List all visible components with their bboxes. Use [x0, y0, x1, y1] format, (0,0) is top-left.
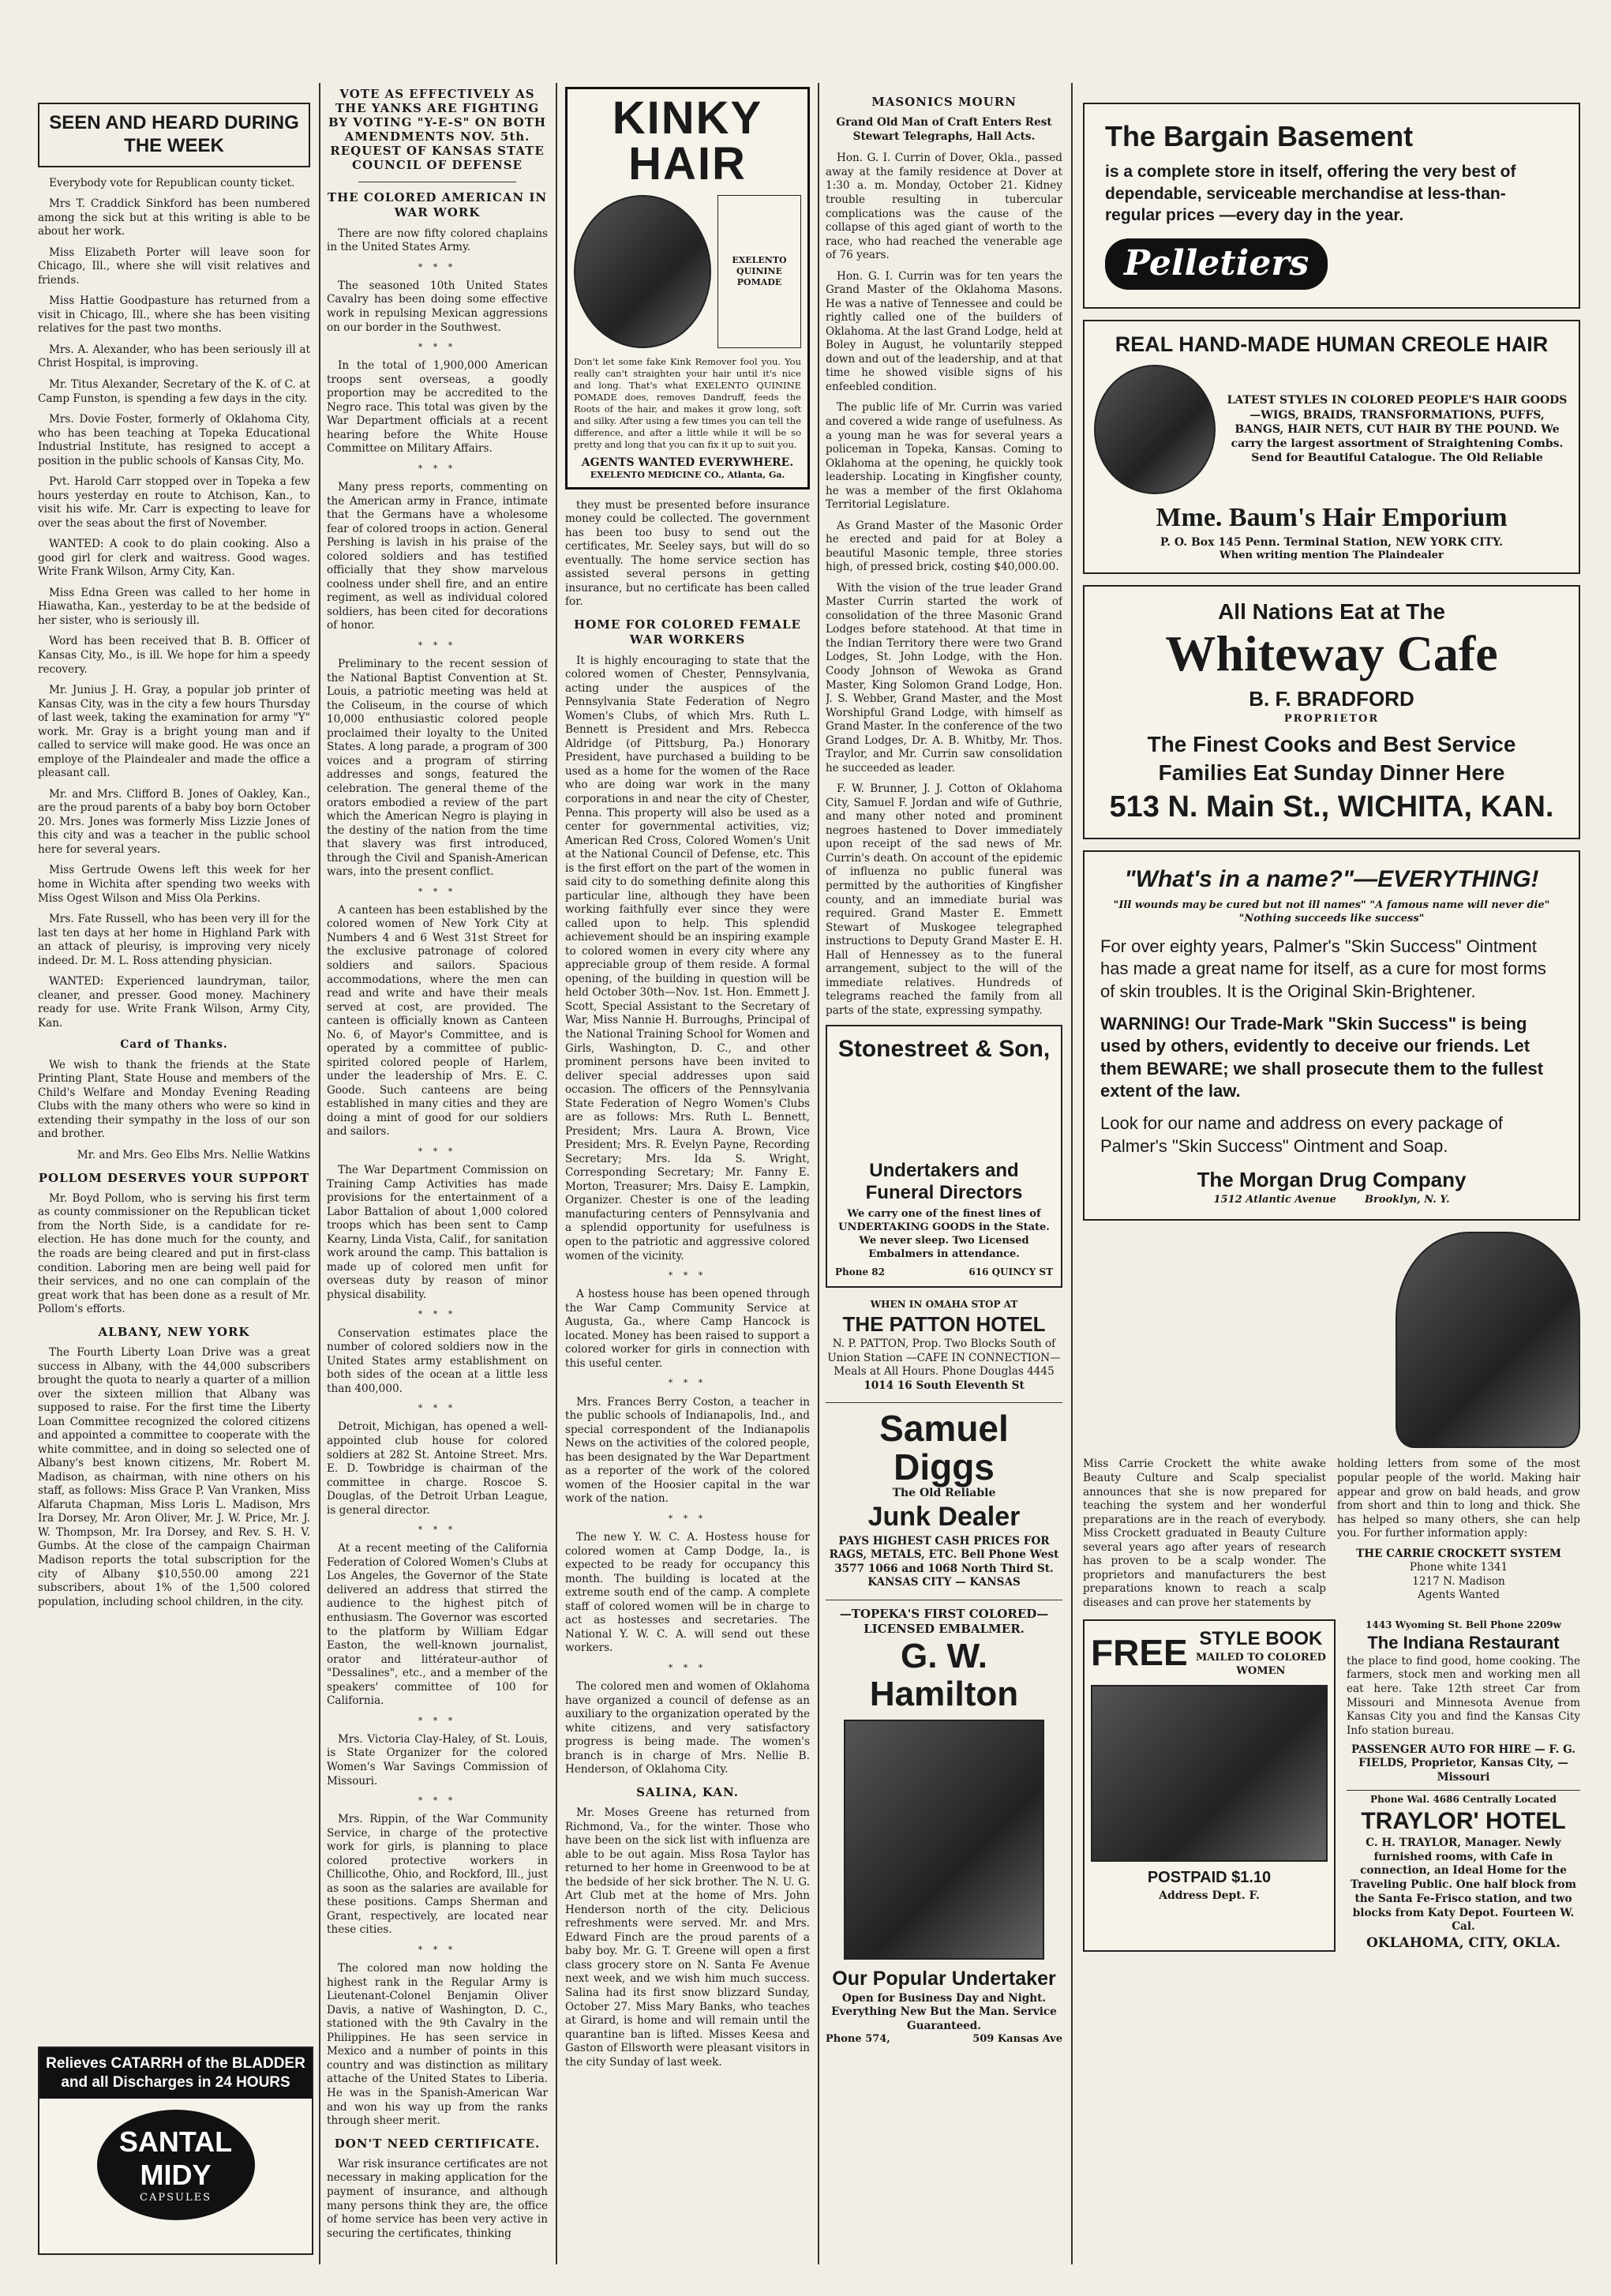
whiteway-top: All Nations Eat at The: [1218, 598, 1445, 624]
column-rule: [818, 83, 819, 2264]
column-rule: [556, 83, 557, 2264]
baum-title: REAL HAND-MADE HUMAN CREOLE HAIR: [1115, 332, 1549, 357]
salina-text: Mr. Moses Greene has returned from Richmond, Va., for the winter. Those who have been on the sick list with influenza are able to be out again. Miss Rosa Taylor has returned to her home in Greenwood to be at the bedside of her sick brother. The N. U. G. Art Club met at the home of Mrs. John Henderson north of the city. Delicious refreshments were served. Mr. and Mrs. Edward Finch are the proud parents of a baby boy. Mr. G. T. Greene will open a first class grocery store on N. Santa Fe Avenue next week, and we wish him much success. Salina had its first snow blizzard Sunday, October 27. Miss Mary Banks, who teaches at Girard, is home and will remain until the quarantine ban is lifted. Misses Keesa and Gaston of Ellsworth were pleasant visitors in the city Sunday of last week.: [565, 1806, 810, 2069]
kinky-hair-ad: [565, 87, 810, 490]
whiteway-address: 513 N. Main St., WICHITA, KAN.: [1109, 790, 1554, 823]
column-rule: [1071, 83, 1073, 2264]
diggs-kind: Junk Dealer: [867, 1501, 1021, 1532]
oklahoma-text: The colored men and women of Oklahoma have organized a council of defense as an auxiliary to the organization operated by the white citizens, and very satisfactory progress is being made. The women's branch is in charge of Mrs. Nellie B. Henderson, of Oklahoma City.: [565, 1680, 810, 1776]
war-work-item: Detroit, Michigan, has opened a well-appointed club house for colored soldiers at 282 St. Antoine Street. Mrs. E. D. Towbridge is chairman of the committee in charge. Roscoe S. Douglas, of the Detroit Urban League, is general director.: [327, 1420, 548, 1517]
diggs-sub: The Old Reliable: [892, 1486, 996, 1499]
hostess-text: A hostess house has been opened through the War Camp Community Service at Augusta, Ga., where Camp Hancock is located. Money has been raised to support a colored worker for girls in connection with this useful center.: [565, 1288, 810, 1370]
crockett-left: Miss Carrie Crockett the white awake Beauty Culture and Scalp specialist announces that she is now prepared for teaching the system and her wonderful preparations are in the reach of everybody. Miss Crockett graduated in Beauty Culture several years ago after years of research has proven to be a scalp wonder. The proprietors and manufacturers the best preparations known to reach a scalp diseases and can prove her statements by: [1083, 1458, 1326, 1609]
wig-illustration-icon: [1091, 1685, 1328, 1862]
whiteway-text1: The Finest Cooks and Best Service: [1147, 732, 1516, 757]
hamilton-caption: Our Popular Undertaker: [832, 1968, 1056, 1990]
salina-heading: SALINA, KAN.: [636, 1784, 739, 1799]
news-item: WANTED: A cook to do plain cooking. Also a good girl for clerk and waitress. Good wages. Write Frank Wilson, Army City, Kan.: [38, 538, 310, 579]
news-item: Mrs. Fate Russell, who has been very ill for the last ten days at her home in Highland Park with an attack of pleurisy, is improving very nicely indeed. Dr. M. L. Ross attending physician.: [38, 913, 310, 967]
crockett-agents: Agents Wanted: [1418, 1589, 1500, 1602]
vote-notice: VOTE AS EFFECTIVELY AS THE YANKS ARE FIGHTING BY VOTING "Y-E-S" ON BOTH AMENDMENTS NOV. 5th. REQUEST OF KANSAS STATE COUNCIL OF DEFENSE: [328, 87, 547, 172]
war-work-item: Many press reports, commenting on the American army in France, intimate that the Germans have a wholesome fear of colored troops in action. General Pershing is lavish in his praise of the colored soldiers and has testified officially that they show marvelous coolness under shell fire, and an entire regiment, as well as individual colored soldiers, has been cited for decorations of honor.: [327, 481, 548, 632]
card-of-thanks-title: Card of Thanks.: [120, 1038, 228, 1052]
war-work-item: There are now fifty colored chaplains in the United States Army.: [327, 227, 548, 254]
patton-address: 1014 16 South Eleventh St: [864, 1379, 1025, 1392]
crockett-address: 1217 N. Madison: [1412, 1574, 1505, 1588]
patton-name: THE PATTON HOTEL: [842, 1311, 1046, 1336]
exelento-company: EXELENTO MEDICINE CO., Atlanta, Ga.: [590, 469, 785, 480]
baum-text: LATEST STYLES IN COLORED PEOPLE'S HAIR GOODS—WIGS, BRAIDS, TRANSFORMATIONS, PUFFS, BANGS, HAIR NETS, CUT HAIR BY THE POUND. We carry the largest assortment of Straightening Combs. Send for Beautiful Catalogue. The Old Reliable: [1227, 394, 1568, 465]
news-item: Miss Gertrude Owens left this week for her home in Wichita after spending two weeks with Miss Ogest Wilson and Miss Ola Perkins.: [38, 864, 310, 905]
war-work-item: Preliminary to the recent session of the National Baptist Convention at St. Louis, a patriotic meeting was held at the Coliseum, in the course of which 10,000 enthusiastic colored people proclaimed their loyalty to the United States. A long parade, a program of 300 voices and a program of stirring addresses and songs, featured the celebration. The general theme of the orators embodied a review of the part which the American Negro is playing in the destiny of the nation from the time that slavery was first introduced, through the Civil and Spanish-American wars, into the present conflict.: [327, 658, 548, 879]
news-item: Mr. Titus Alexander, Secretary of the K. of C. at Camp Funston, is spending a few days in the city.: [38, 377, 310, 405]
hamilton-name: G. W. Hamilton: [869, 1636, 1019, 1714]
baum-address: P. O. Box 145 Penn. Terminal Station, NEW YORK CITY.: [1160, 535, 1504, 549]
stonestreet-ad: [826, 1025, 1062, 1288]
whiteway-role: PROPRIETOR: [1283, 712, 1380, 725]
card-of-thanks-sign: Mr. and Mrs. Geo Elbs Mrs. Nellie Watkins: [77, 1149, 310, 1161]
pomade-can: EXELENTO QUININE POMADE: [717, 195, 801, 348]
capsule-icon: [97, 2110, 255, 2220]
pollom-heading: POLLOM DESERVES YOUR SUPPORT: [38, 1170, 310, 1185]
war-work-heading: THE COLORED AMERICAN IN WAR WORK: [327, 190, 548, 220]
brand-name: SANTAL MIDY: [118, 2125, 233, 2191]
war-work-item: Conservation estimates place the number of colored soldiers now in the United States army establishment on both sides of the ocean at a little less than 400,000.: [327, 1326, 548, 1395]
home-heading: HOME FOR COLORED FEMALE WAR WORKERS: [574, 617, 801, 647]
style-address: Address Dept. F.: [1159, 1889, 1260, 1902]
baum-ad: [1083, 320, 1580, 574]
masonics-subheading: Grand Old Man of Craft Enters Rest Stewart Telegraphs, Hall Acts.: [836, 116, 1052, 143]
bargain-text: is a complete store in itself, offering the very best of dependable, serviceable merchandise at less-than-regular prices —every day in the year.: [1105, 163, 1516, 225]
column-5: [1083, 103, 1580, 2264]
ywca-text: The new Y. W. C. A. Hostess house for colored women at Camp Dodge, Ia., is expected to be ready for occupancy this month. The building is located at the extreme south end of the camp. A complete staff of colored women will be in charge to act as hostesses and secretaries. The National Y. W. C. A. will send out these workers.: [565, 1531, 810, 1655]
crockett-ad: [1083, 1458, 1580, 1610]
palmer-title: "What's in a name?"—EVERYTHING!: [1124, 865, 1539, 892]
war-work-item: Mrs. Victoria Clay-Haley, of St. Louis, is State Organizer for the colored Women's War Savings Commission of Missouri.: [327, 1732, 548, 1788]
indiana-name: The Indiana Restaurant: [1367, 1632, 1560, 1653]
news-item: Mr. and Mrs. Clifford B. Jones of Oakley, Kan., are the proud parents of a baby boy born October 20. Mrs. Jones was formerly Miss Lizzie Jones of this city and was a teacher in the public school here for several years.: [38, 787, 310, 856]
war-work-item: The colored man now holding the highest rank in the Regular Army is Lieutenant-Colonel Benjamin Oliver Davis, a native of Washington, D. C., stationed with the 9th Cavalry in the Philippines. He has seen service in Mexico and a number of points in this country and was distinction as military attache of the United States to Liberia. He was in the Spanish-American War and won his way up from the ranks through sheer merit.: [327, 1962, 548, 2128]
palmer-address: 1512 Atlantic Avenue Brooklyn, N. Y.: [1213, 1193, 1450, 1206]
crockett-right: holding letters from some of the most popular people of the world. Making hair appear and grow on bald heads, and grow from short and thin to long and thick. She has helped so many others, she can help you. For further information apply:: [1337, 1458, 1580, 1540]
style-sub: MAILED TO COLORED WOMEN: [1195, 1652, 1326, 1678]
crockett-name: THE CARRIE CROCKETT SYSTEM: [1356, 1547, 1561, 1560]
hamilton-ad: [826, 1600, 1062, 2047]
war-work-item: At a recent meeting of the California Federation of Colored Women's Clubs at Los Angeles, the Governor of the State delivered an address that stirred the audience to the highest pitch of enthusiasm. The Governor was escorted to the platform by William Edgar Easton, the well-known journalist, orator and littérateur-author of "Dessalines", etc., and a member of the speakers' committee of 100 for California.: [327, 1542, 548, 1708]
news-item: Mrs T. Craddick Sinkford has been numbered among the sick but at this writing is able to be about her work.: [38, 197, 310, 238]
stonestreet-name: Stonestreet & Son,: [837, 1036, 1051, 1063]
stonestreet-phone: Phone 82: [835, 1266, 885, 1277]
bargain-basement-ad: [1083, 103, 1580, 309]
war-work-item: Mrs. Rippin, of the War Community Service, in charge of the protective work for girls, is planning to place colored protective workers in Chillicothe, Ohio, and Rockford, Ill., just as soon as the salaries are available for these positions. Camps Sherman and Grant, respectively, are located near these cities.: [327, 1813, 548, 1937]
masonics-heading: MASONICS MOURN: [871, 95, 1017, 109]
catarrh-text: Relieves CATARRH of the BLADDER and all Discharges in 24 HOURS: [39, 2048, 312, 2099]
masonics-item: With the vision of the true leader Grand Master Currin started the work of consolidation of the three Masonic Grand Lodges before statehood. At that time in the Indian Territory there were two Grand Lodges, St. John Lodge, with the Hon. Coody Johnson of Wewoka as Grand Master, King Solomon Grand Lodge, Hon. J. S. Webber, Grand Master, and the Most Worshipful Grand Lodge, with himself as Grand Master. In the conference of the two Grand Lodges, Dr. A. B. Whitby, Mr. Thos. Traylor, and Mr. Currin saw consolidation he succeeded as leader.: [826, 581, 1062, 775]
hamilton-phone: Phone 574,: [826, 2033, 890, 2046]
masonics-item: Hon. G. I. Currin was for ten years the Grand Master of the Oklahoma Masons. He was a native of Tennessee and could be rightly called one of the builders of Oklahoma. At the last Grand Lodge, held at Boley in August, he voluntarily stepped down and out of the leadership, and at that time he showed visible signs of his enfeebled condition.: [826, 269, 1062, 393]
style-title: STYLE BOOK: [1199, 1628, 1323, 1650]
certificate-text: War risk insurance certificates are not necessary in making application for the payment of insurance, and although many persons think they are, the office of home service has been very active in securing the certificates, thinking: [327, 2157, 548, 2240]
masonics-item: As Grand Master of the Masonic Order he erected and paid for at Boley a beautiful Masonic temple, three stories high, of pressed brick, costing $40,000.00.: [826, 519, 1062, 574]
news-item: Word has been received that B. B. Officer of Kansas City, Mo., is ill. We hope for him a speedy recovery.: [38, 635, 310, 676]
news-item: Mr. Junius J. H. Gray, a popular job printer of Kansas City, was in the city a few hours Thursday of last week, taking the examination for army "Y" work. Mr. Gray is a bright young man and if called to service will make good. He was once an employe of the Plaindealer and made the office a pleasant call.: [38, 684, 310, 780]
baum-note: When writing mention The Plaindealer: [1219, 549, 1444, 561]
pelletiers-logo: Pelletiers: [1105, 238, 1328, 290]
woman-portrait-icon: [574, 195, 711, 348]
masonics-item: Hon. G. I. Currin of Dover, Okla., passed away at the family residence at Dover at 1:30 a. m. Monday, October 21. Kidney trouble resulting in tubercular complications was the cause of the collapse of this aged giant of worth to the race, who had reached the venerable age of 76 years.: [826, 152, 1062, 262]
home-text: It is highly encouraging to state that the colored women of Chester, Pennsylvania, acting under the auspices of the Pennsylvania State Federation of Negro Women's Clubs, of which Mrs. Ruth L. Bennett is President and Mrs. Rebecca Aldridge (of Pittsburg, Pa.) Honorary President, have purchased a building to be used as a home for the women of the Race who are doing war work in the many corporations in and near the city of Chester, Penna. This property will also be used as a center for governmental activities, viz; American Red Cross, Colored Women's Unit at the National Council of Defense, etc. This is the first effort on the part of the women in said city to do something definite along this particular line, although they have been working faithfully ever since they were called upon to help. This splendid achievement should be an inspiring example to colored women in every city where any appreciable group of them reside. A formal opening, of the building in question will be held October 30th—Nov. 1st. Hon. Emmett J. Scott, Special Assistant to the Secretary of War, Miss Nannie H. Burroughs, Principal of the National Training School for Women and Girls, Washington, D. C., and other prominent persons have been invited to deliver special addresses upon said occasion. The officers of the Pennsylvania State Federation of Negro Women's Clubs are as follows: Mrs. Ruth L. Bennett, President; Mrs. Laura A. Brown, Vice President; Mrs. R. Evelyn Payne, Recording Secretary; Mrs. Ida S. Wright, Corresponding Secretary; Mr. Fanny E. Morton, Treasurer; Mrs. Daisy E. Lampkin, Organizer. Chester is one of the leading manufacturing centers of Pennsylvania and a splendid opportunity for usefulness is open to the patriotic and aggressive colored women of the vicinity.: [565, 654, 810, 1262]
news-item: Miss Edna Green was called to her home in Hiawatha, Kan., yesterday to be at the bedside of her sister, who is seriously ill.: [38, 586, 310, 627]
diggs-text: PAYS HIGHEST CASH PRICES FOR RAGS, METALS, ETC. Bell Phone West 3577 1066 and 1068 North Third St. KANSAS CITY — KANSAS: [829, 1534, 1059, 1589]
card-of-thanks-text: We wish to thank the friends at the State Printing Plant, State House and members of the Child's Welfare and Monday Evening Reading Clubs with the many others who were so kind in extending their sympathy in the loss of our son and brother.: [38, 1058, 310, 1141]
column-rule: [319, 83, 320, 2264]
column-1: [38, 103, 310, 2264]
patton-ad: [826, 1299, 1062, 1393]
hamilton-portrait-icon: [844, 1720, 1044, 1960]
news-item: Everybody vote for Republican county ticket.: [49, 176, 295, 189]
whiteway-name: Whiteway Cafe: [1165, 625, 1498, 681]
whiteway-ad: [1083, 585, 1580, 839]
stonestreet-address: 616 QUINCY ST: [968, 1266, 1053, 1277]
coston-text: Mrs. Frances Berry Coston, a teacher in the public schools of Indianapolis, Ind., and special correspondent of the Indianapolis News on the activities of the colored people, has been designated by the War Department as a reporter of the work of the colored women of the Hoosier capital in the war work of the nation.: [565, 1395, 810, 1506]
war-work-item: In the total of 1,900,000 American troops sent overseas, a goodly proportion may be accredited to the Negro race. This total was given by the War Department officials at a recent hearing before the White House Committee on Military Affairs.: [327, 359, 548, 456]
carrie-crockett-portrait-icon: [1396, 1232, 1580, 1448]
palmer-text3: Look for our name and address on every package of Palmer's "Skin Success" Ointment and Soap.: [1100, 1112, 1503, 1156]
palmer-company: The Morgan Drug Company: [1197, 1168, 1467, 1192]
santal-midy-ad: [38, 2047, 313, 2255]
patton-top: WHEN IN OMAHA STOP AT: [870, 1299, 1018, 1311]
certificate-heading: DON'T NEED CERTIFICATE.: [334, 2136, 541, 2151]
war-work-item: The seasoned 10th United States Cavalry has been doing some effective work in repulsing Mexican aggressions on our border in the Southwest.: [327, 279, 548, 334]
indiana-auto: PASSENGER AUTO FOR HIRE — F. G. FIELDS, Proprietor, Kansas City, — Missouri: [1351, 1743, 1576, 1784]
war-work-item: The War Department Commission on Training Camp Activities has made provisions for the entertainment of a Labor Battalion of about 1,000 colored troops which has been sent to Camp Kearny, Linda Vista, Calif., for sanitation work around the camp. This battalion is made up of colored men unfit for overseas duty by reason of minor physical disability.: [327, 1164, 548, 1301]
column-2: VOTE AS EFFECTIVELY AS THE YANKS ARE FIGHTING BY VOTING "Y-E-S" ON BOTH AMENDMENTS NOV. 5th. REQUEST OF KANSAS STATE COUNCIL OF DEFENSE THE COLORED AMERICAN IN WAR WORK There are now fifty colored chaplains in the United States Army. * * * The seasoned 10th United States Cavalry has been doing some effective work in repulsing Mexican aggressions on our border in the Southwest. * * * In the total of 1,900,000 American troops sent overseas, a goodly proportion may be accredited to the Negro race. This total was given by the War Department officials at a recent hearing before the White House Committee on Military Affairs. * * * Many press reports, commenting on the American army in France, intimate that the Germans have a wholesome fear of colored troops in action. General Pershing is lavish in his praise of the colored soldiers and has testified officially that they show marvelous coolness under shell fire, and an entire regiment, as well as individual colored soldiers, has been cited for decorations of honor. * * * Preliminary to the recent session of the National Baptist Convention at St. Louis, a patriotic meeting was held at the Coliseum, in the course of which 10,000 enthusiastic colored people proclaimed their loyalty to the United States. A long parade, a program of 300 voices and a program of stirring addresses and songs, featured the celebration. The general theme of the orators embodied a review of the part which the American Negro is playing in the destiny of the nation from the time that slavery was first introduced, through the Civil and Spanish-American wars, into the present conflict. * * * A canteen has been established by the colored women of New York City at Numbers 4 and 6 West 31st Street for the exclusive patronage of colored soldiers and sailors. Spacious accommodations, where the men can read and write and have their meals served at cost, are provided. The canteen is officially known as Canteen No. 6, of Mayor's Committee, and is operated by a committee of public-spirited colored people of Harlem, under the leadership of Mrs. E. C. Goode. Such canteens are being established in many cities and they are doing a mint of good for our soldiers and sailors. * * * The War Department Commission on Training Camp Activities has made provisions for the entertainment of a Labor Battalion of about 1,000 colored troops which has been sent to Camp Kearny, Linda Vista, Calif., for sanitation work around the camp. This battalion is made up of colored men unfit for overseas duty by reason of minor physical disability. * * * Conservation estimates place the number of colored soldiers now in the United States army establishment on both sides of the ocean at a little less than 400,000. * * * Detroit, Michigan, has opened a well-appointed club house for colored soldiers at 282 St. Antoine Street. Mrs. E. D. Towbridge is chairman of the committee in charge. Roscoe S. Douglas, of the Detroit Urban League, is general director. * * * At a recent meeting of the California Federation of Colored Women's Clubs at Los Angeles, the Governor of the State delivered an address that stirred the audience to the highest pitch of enthusiasm. The Governor was escorted to the platform by William Edgar Easton, the well-known journalist, orator and littérateur-author of "Dessalines", etc., and a member of the speakers' committee of 100 for California. * * * Mrs. Victoria Clay-Haley, of St. Louis, is State Organizer for the colored Women's War Savings Commission of Missouri. * * * Mrs. Rippin, of the War Community Service, in charge of the protective work for girls, is planning to place colored protective workers in Chillicothe, Ohio, and Rockford, Ill., just as soon as the salaries are available for these positions. Camps Sherman and Grant, respectively, are located near these cities. * * * The colored man now holding the highest rank in the Regular Army is Lieutenant-Colonel Benjamin Oliver Davis, a native of Washington, D. C., stationed with the 9th Cavalry in the Philippines. He has seen service in Mexico and a number of points in this country and was distinction as military attache of the United States to Liberia. He was in the Spanish-American War and won his way up from the ranks through sheer merit. DON'T NEED CERTIFICATE. War risk insurance certificates are not necessary in making application for the payment of insurance, and although many persons think they are, the office of home service has been very active in securing the certificates, thinking: [327, 87, 548, 2240]
indiana-text: the place to find good, home cooking. The farmers, stock men and working men all eat here. Take 12th street Car from Missouri and Minnesota Avenue from Kansas City you and find the Kansas City Info station bureau.: [1347, 1654, 1580, 1737]
news-item: Pvt. Harold Carr stopped over in Topeka a few hours yesterday en route to Atchison, Kan., to visit his wife. Mr. Carr is expecting to leave for over the seas about the first of November.: [38, 475, 310, 530]
section-heading: SEEN AND HEARD DURING THE WEEK: [38, 103, 310, 167]
diggs-name: Samuel Diggs: [879, 1408, 1009, 1488]
albany-heading: ALBANY, NEW YORK: [98, 1324, 250, 1339]
traylor-name: TRAYLOR' HOTEL: [1361, 1808, 1566, 1835]
column-3: KINKY HAIR EXELENTO QUININE POMADE Don't let some fake Kink Remover fool you. You really can't straighten your hair until it's nice and long. That's what EXELENTO QUININE POMADE does, removes Dandruff, feeds the Roots of the hair, and makes it grow long, soft and silky. After using a few times you can tell the difference, and after a little while it will be so pretty and long that you can fix it up to suit you. AGENTS WANTED EVERYWHERE. EXELENTO MEDICINE CO., Atlanta, Ga. they must be presented before insurance money could be collected. The government has been too busy to send out the certificates, Mr. Seeley says, but will do so eventually. The home service section has assisted several persons in getting insurance, but no certificate has been called for. HOME FOR COLORED FEMALE WAR WORKERS It is highly encouraging to state that the colored women of Chester, Pennsylvania, acting under the auspices of the Pennsylvania State Federation of Negro Women's Clubs, of which Mrs. Ruth L. Bennett is President and Mrs. Rebecca Aldridge (of Pittsburg, Pa.) Honorary President, have purchased a building to be used as a home for the women of the Race who are doing war work in the many corporations in and near the city of Chester, Penna. This property will also be used as a center for governmental activities, viz; American Red Cross, Colored Women's Unit at the National Council of Defense, etc. This is the first effort on the part of the women in said city to do something definite along this particular line, although they have been working faithfully ever since they were called upon to help. This splendid achievement should be an inspiring example to colored women in every city where any appreciable group of them reside. A formal opening, of the building in question will be held October 30th—Nov. 1st. Hon. Emmett J. Scott, Special Assistant to the Secretary of War, Miss Nannie H. Burroughs, Principal of the National Training School for Women and Girls, Washington, D. C., and other prominent persons have been invited to deliver special addresses upon said occasion. The officers of the Pennsylvania State Federation of Negro Women's Clubs are as follows: Mrs. Ruth L. Bennett, President; Mrs. Laura A. Brown, Vice President; Mrs. R. Evelyn Payne, Recording Secretary; Mrs. Ida S. Wright, Corresponding Secretary; Mr. Fanny E. Morton, Treasurer; Mrs. Daisy E. Lampkin, Organizer. Chester is one of the leading manufacturing centers of Pennsylvania and a splendid opportunity for usefulness is open to the patriotic and aggressive colored women of the vicinity. * * * A hostess house has been opened through the War Camp Community Service at Augusta, Ga., where Camp Hancock is located. Money has been raised to support a colored worker for girls in connection with this useful center. * * * Mrs. Frances Berry Coston, a teacher in the public schools of Indianapolis, Ind., and special correspondent of the Indianapolis News on the activities of the colored people, has been designated by the War Department as a reporter of the work of the colored women of the Hoosier capital in the war work of the nation. * * * The new Y. W. C. A. Hostess house for colored women at Camp Dodge, Ia., is expected to be ready for occupancy this month. The building is located at the extreme south end of the camp. A complete staff of colored women will be in charge to act as hostesses and secretaries. The National Y. W. C. A. will send out these workers. * * * The colored men and women of Oklahoma have organized a council of defense as an auxiliary to the organization operated by the white citizens, and very satisfactory progress is being made. The women's branch is in charge of Mrs. Nellie B. Henderson, of Oklahoma City. SALINA, KAN. Mr. Moses Greene has returned from Richmond, Va., for the winter. Those who have been on the sick list with influenza are able to be out again. Miss Rosa Taylor has returned to her home in Greenwood to be at the bedside of her sick brother. The N. U. G. Art Club met at the home of Mrs. John Henderson north of the city. Delicious refreshments were served. Mr. and Mrs. Edward Finch are the proud parents of a baby boy. Mr. G. T. Greene will open a first class grocery store on N. Santa Fe Avenue next week, and we wish him much success. Salina had its first snow blizzard Sunday, October 27. Miss Mary Banks, who teaches at Girard, is home and will remain until the quarantine ban is lifted. Misses Keesa and Gaston of Ellsworth were pleasant visitors in the city Sunday of last week.: [565, 87, 810, 2264]
baum-name: Mme. Baum's Hair Emporium: [1156, 502, 1508, 532]
bargain-title: The Bargain Basement: [1105, 120, 1414, 152]
palmer-quote: "Ill wounds may be cured but not ill names" "A famous name will never die" "Nothing succeeds like success": [1113, 899, 1550, 925]
war-work-item: A canteen has been established by the colored women of New York City at Numbers 4 and 6 West 31st Street for the exclusive patronage of colored soldiers and sailors. Spacious accommodations, where the men can read and write and have their meals served at cost, are provided. The canteen is officially known as Canteen No. 6, of Mayor's Committee, and is operated by a committee of public-spirited colored people of Harlem, under the leadership of Mrs. E. C. Goode. Such canteens are being established in many cities and they are doing a mint of good for our soldiers and sailors.: [327, 903, 548, 1139]
masonics-item: F. W. Brunner, J. J. Cotton of Oklahoma City, Samuel F. Jordan and wife of Guthrie, and many other noted and prominent negroes hastened to Dover immediately upon receipt of the sad news of Mr. Currin's death. On account of the epidemic of influenza no public funeral was permitted by the authorities of Kingfisher county, and an immediate burial was required. Grand Master E. Emmett Stewart of Muskogee telegraphed instructions to Deputy Grand Master E. H. Hall of Hennessey as to the funeral arrangement, subject to the will of the immediate relatives. Hundreds of telegrams reached the family from all parts of the state, expressing sympathy.: [826, 782, 1062, 1017]
traylor-phone: Phone Wal. 4686 Centrally Located: [1347, 1790, 1580, 1806]
indiana-top: 1443 Wyoming St. Bell Phone 2209w: [1366, 1619, 1561, 1631]
pollom-text: Mr. Boyd Pollom, who is serving his first term as county commissioner on the Republican ticket from the North Side, is a candidate for re-election. He has done much for the county, and the roads are being cleared and put in first-class condition. Laboring men are being well paid for their services, and no one can complain of the great work that has been done as a result of Mr. Pollom's efforts.: [38, 1191, 310, 1316]
news-item: Mrs. Dovie Foster, formerly of Oklahoma City, who has been teaching at Topeka Educational Industrial Institute, has resigned to accept a position in the public schools of Kansas City, Mo.: [38, 413, 310, 467]
news-item: Mrs. A. Alexander, who has been seriously ill at Christ Hospital, is improving.: [38, 343, 310, 370]
news-item: Miss Elizabeth Porter will leave soon for Chicago, Ill., where she will visit relatives and friends.: [38, 246, 310, 287]
diggs-ad: [826, 1402, 1062, 1590]
traylor-text: C. H. TRAYLOR, Manager. Newly furnished rooms, with Cafe in connection, an Ideal Home for the Traveling Public. One half block from the Santa Fe-Frisco station, and two blocks from Katy Depot. Fourteen W. Cal.: [1351, 1836, 1576, 1934]
style-book-ad: [1083, 1619, 1336, 1952]
patton-text: N. P. PATTON, Prop. Two Blocks South of Union Station —CAFE IN CONNECTION— Meals at All Hours. Phone Douglas 4445: [827, 1337, 1061, 1379]
albany-text: The Fourth Liberty Loan Drive was a great success in Albany, with the 44,000 subscribers brought the quota to nearly a quarter of a million over the sixteen million that Albany was supposed to raise. For the first time the Liberty Loan Committee recognized the colored citizens and appointed a committee to cooperate with the white committee, and in doing so selected one of Albany's best known citizens, Mr. Robert M. Madison, as chairman, with nine others on his staff, as follows: Miss Grace P. Van Vranken, Miss Alfaruta Chapman, Miss Loris L. Madison, Mrs Ira Dorsey, Mr. Aron Oliver, Mr. J. W. Price, Mr. J. W. Thompson, Mr. Ira Dorsey, and Rev. S. H. V. Gumbs. At the close of the campaign Chairman Madison reports the total subscription for the city of Albany $10,550.00 among 221 subscribers, about 1% of the 1,500 colored population, including school children, in the city.: [38, 1346, 310, 1608]
masonics-item: The public life of Mr. Currin was varied and covered a wide range of usefulness. As a young man he was for several years a policeman in Topeka, Kansas. Coming to Oklahoma at the opening, he quickly took leadership. Locating in Kingfisher county, he was a member of the first Oklahoma Territorial Legislature.: [826, 401, 1062, 512]
hamilton-text: Open for Business Day and Night. Everything New But the Man. Service Guaranteed.: [831, 1991, 1057, 2032]
agents-wanted: AGENTS WANTED EVERYWHERE.: [581, 456, 794, 469]
whiteway-text2: Families Eat Sunday Dinner Here: [1158, 760, 1505, 786]
crockett-phone: Phone white 1341: [1409, 1561, 1508, 1574]
palmer-text1: For over eighty years, Palmer's "Skin Success" Ointment has made a great name for itself, as a cure for most forms of skin troubles. It is the Original Skin-Brightener.: [1100, 936, 1546, 1002]
hamilton-address: 509 Kansas Ave: [972, 2033, 1062, 2046]
stonestreet-text: We carry one of the finest lines of UNDERTAKING GOODS in the State. We never sleep. Two Licensed Embalmers in attendance.: [838, 1208, 1050, 1260]
palmer-warning: WARNING! Our Trade-Mark "Skin Success" is being used by others, evidently to deceive our friends. Let them BEWARE; we shall prosecute them to the fullest extent of the law.: [1100, 1013, 1544, 1101]
kinky-hair-title: KINKY HAIR: [612, 92, 763, 189]
hamilton-top: —TOPEKA'S FIRST COLORED— LICENSED EMBALMER.: [839, 1606, 1049, 1637]
column-4: [826, 87, 1062, 2264]
hair-model-icon: [1094, 365, 1216, 494]
stonestreet-sub: Undertakers and Funeral Directors: [865, 1159, 1023, 1203]
style-free: FREE: [1091, 1631, 1188, 1673]
style-postpaid: POSTPAID $1.10: [1147, 1868, 1272, 1886]
news-item: WANTED: Experienced laundryman, tailor, cleaner, and presser. Good money. Machinery ready for use. Write Frank Wilson, Army City, Kan.: [38, 975, 310, 1030]
palmer-ad: [1083, 850, 1580, 1221]
news-item: Miss Hattie Goodpasture has returned from a visit in Chicago, Ill., where she has been visiting relatives for the past two months.: [38, 295, 310, 336]
kinky-hair-body: Don't let some fake Kink Remover fool you. You really can't straighten your hair until it's nice and long. That's what EXELENTO QUININE POMADE does, removes Dandruff, feeds the Roots of the hair, and makes it grow long, soft and silky. After using a few times you can tell the difference, and after a little while it will be so pretty and long that you can fix it up to suit you.: [574, 356, 801, 450]
classifieds-right: [1347, 1619, 1580, 1952]
certificate-cont: they must be presented before insurance money could be collected. The government has been too busy to send out the certificates, Mr. Seeley says, but will do so eventually. The home service section has assisted several persons in getting insurance, but no certificate has been called for.: [565, 498, 810, 609]
brand-sub: CAPSULES: [140, 2192, 212, 2204]
whiteway-owner: B. F. BRADFORD: [1249, 687, 1414, 711]
traylor-address: OKLAHOMA, CITY, OKLA.: [1366, 1934, 1560, 1951]
